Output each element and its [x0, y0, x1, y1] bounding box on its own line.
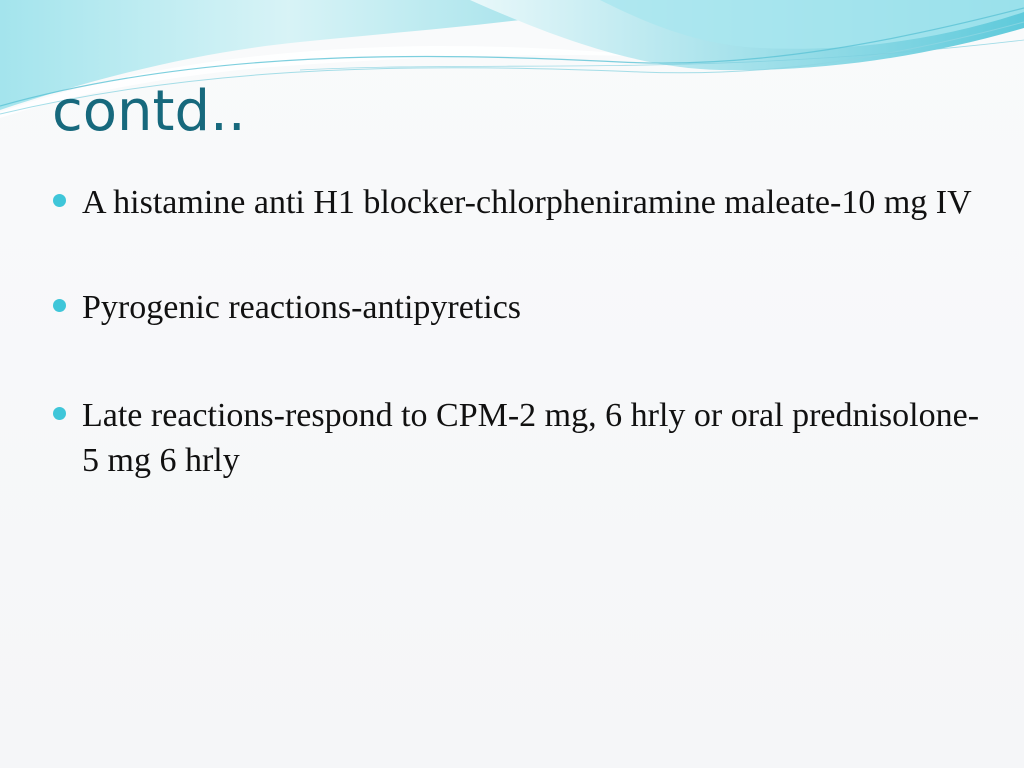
- bullet-item: [52, 393, 982, 483]
- slide-title: contd..: [52, 79, 246, 144]
- bullet-item: [52, 180, 982, 225]
- bullet-item: [52, 285, 982, 330]
- bullet-text: Late reactions-respond to CPM-2 mg, 6 hrly or oral prednisolone-5 mg 6 hrly: [82, 397, 980, 479]
- bullet-text: Pyrogenic reactions-antipyretics: [82, 289, 522, 326]
- bullet-list: [52, 180, 982, 543]
- bullet-dot-icon: [53, 299, 66, 312]
- bullet-text: A histamine anti H1 blocker-chlorpheniramine maleate-10 mg IV: [82, 184, 972, 221]
- bullet-dot-icon: [53, 194, 66, 207]
- bullet-dot-icon: [53, 407, 66, 420]
